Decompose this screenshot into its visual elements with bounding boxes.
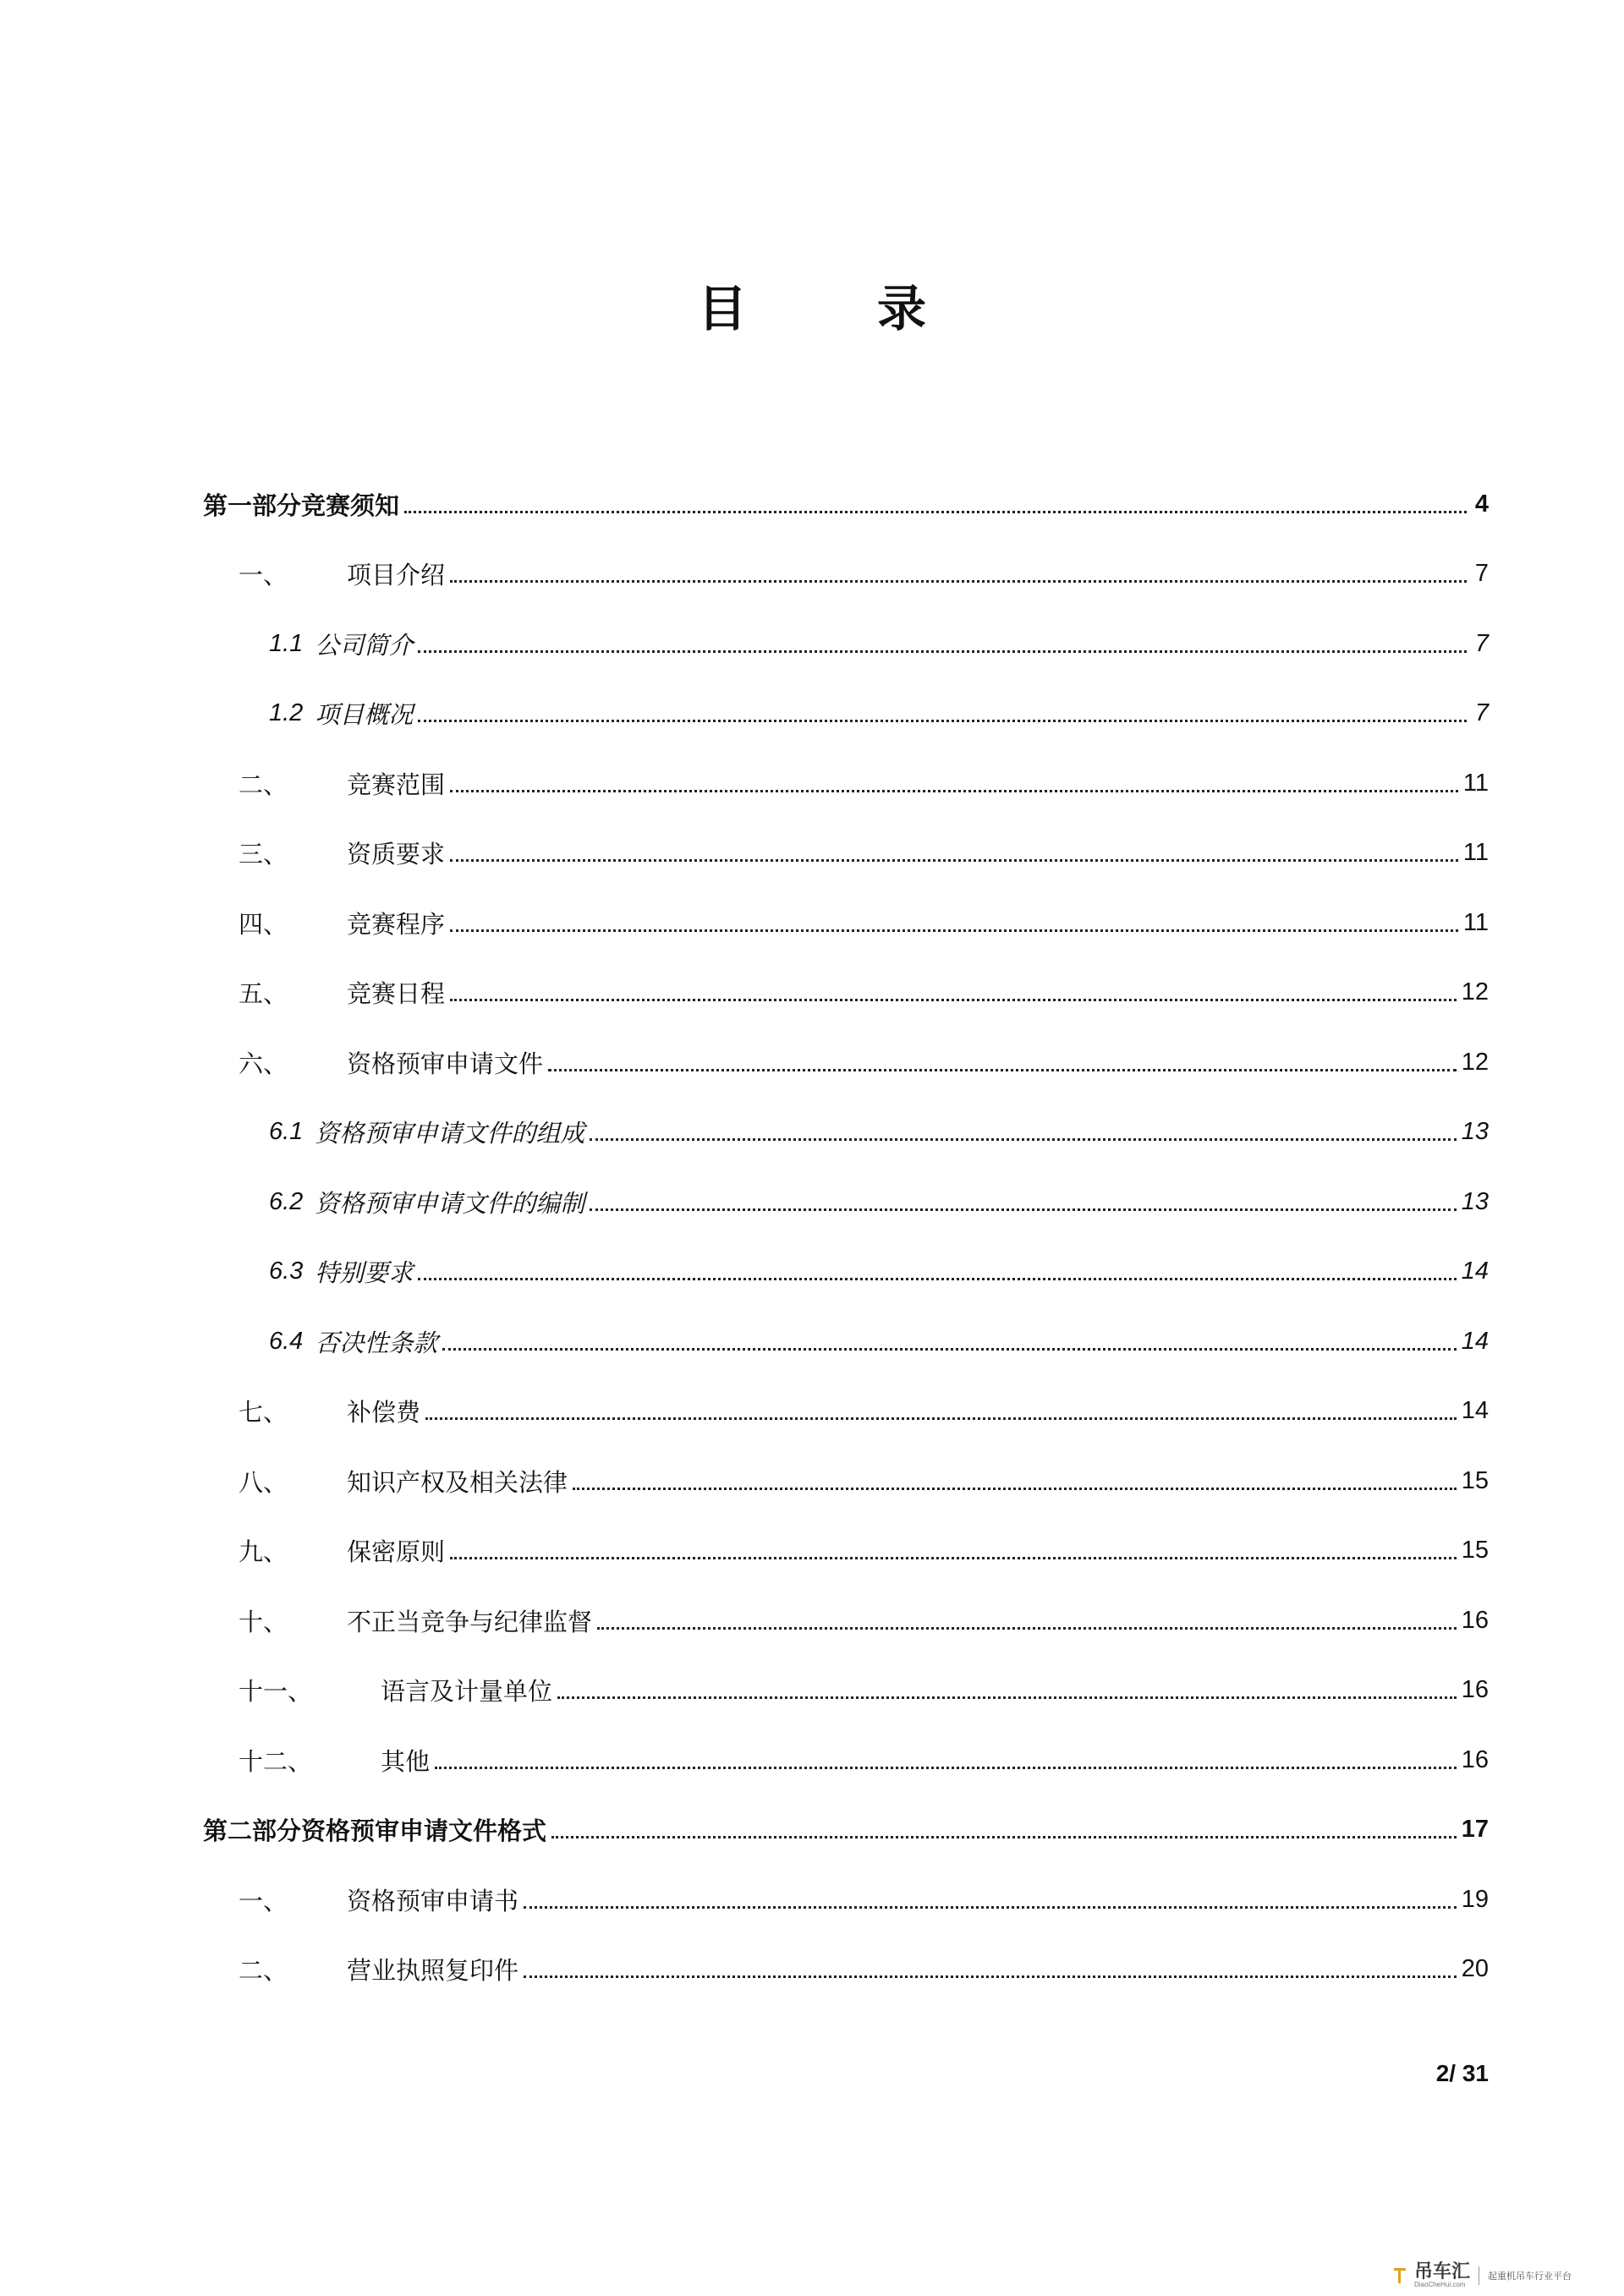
toc-page-number: 16 (1461, 1745, 1489, 1773)
toc-page-number: 17 (1461, 1816, 1489, 1844)
toc-entry[interactable] (203, 1098, 1489, 1168)
toc-entry-label: 第一部分竞赛须知 (203, 490, 400, 520)
toc-leader (450, 790, 1458, 792)
toc-entry[interactable] (203, 540, 1489, 610)
toc-entry-label: 否决性条款 (315, 1328, 438, 1357)
toc-entry-label: 营业执照复印件 (347, 1956, 519, 1986)
toc-leader (450, 999, 1457, 1001)
toc-entry[interactable] (203, 888, 1489, 958)
toc-entry-number: 6.4 (269, 1327, 304, 1355)
toc-entry-label: 资格预审申请文件 (347, 1049, 544, 1078)
toc-page-number: 11 (1462, 769, 1489, 797)
toc-entry[interactable] (203, 958, 1489, 1028)
toc-entry[interactable] (203, 1795, 1489, 1866)
toc-page-number: 15 (1461, 1466, 1489, 1494)
table-of-contents (203, 469, 1489, 2004)
page-number: 2/ 31 (1435, 2060, 1489, 2086)
toc-page-number: 14 (1461, 1327, 1489, 1355)
toc-entry-number: 十二、 (239, 1746, 313, 1776)
toc-entry[interactable] (203, 819, 1489, 889)
toc-entry-label: 竞赛范围 (347, 770, 446, 799)
toc-entry-number: 1.2 (269, 699, 304, 727)
toc-entry-label: 语言及计量单位 (381, 1677, 553, 1707)
toc-entry[interactable] (203, 1446, 1489, 1516)
toc-leader (418, 1278, 1456, 1280)
toc-entry-number: 一、 (239, 561, 288, 590)
toc-entry-label: 项目概况 (315, 700, 414, 730)
toc-entry[interactable] (203, 679, 1489, 749)
toc-leader (450, 1557, 1457, 1559)
toc-entry-number: 三、 (239, 840, 288, 869)
toc-leader (418, 720, 1467, 722)
watermark-logo (1394, 2263, 1572, 2288)
watermark-brand-block (1414, 2263, 1470, 2288)
toc-leader (418, 650, 1467, 653)
toc-entry-label: 公司简介 (315, 630, 414, 660)
toc-page-number: 11 (1462, 839, 1489, 867)
watermark-domain: DiaoCheHui.com (1414, 2281, 1466, 2288)
watermark-slogan: 起重机吊车行业平台 (1488, 2271, 1572, 2282)
toc-entry-number: 五、 (239, 979, 288, 1009)
toc-leader (551, 1836, 1457, 1838)
toc-page-number: 12 (1461, 978, 1489, 1006)
toc-entry-number: 6.3 (269, 1258, 304, 1285)
toc-leader (524, 1906, 1457, 1909)
toc-entry[interactable] (203, 1237, 1489, 1307)
toc-entry-number: 6.2 (269, 1187, 304, 1215)
toc-page-number: 19 (1461, 1885, 1489, 1913)
toc-entry[interactable] (203, 1586, 1489, 1656)
toc-entry[interactable] (203, 748, 1489, 819)
toc-leader (597, 1627, 1457, 1630)
toc-entry[interactable] (203, 1725, 1489, 1795)
toc-page-number: 14 (1461, 1397, 1489, 1425)
toc-entry-number: 6.1 (269, 1118, 304, 1146)
toc-leader (450, 859, 1458, 862)
toc-entry-number: 六、 (239, 1049, 288, 1078)
toc-leader (450, 929, 1458, 932)
toc-page-number: 7 (1474, 560, 1489, 588)
toc-entry[interactable] (203, 469, 1489, 540)
toc-leader (435, 1767, 1457, 1769)
toc-page-number: 16 (1461, 1606, 1489, 1634)
toc-entry[interactable] (203, 1167, 1489, 1237)
toc-leader (573, 1488, 1457, 1490)
toc-entry-label: 保密原则 (347, 1537, 446, 1567)
toc-entry[interactable] (203, 1935, 1489, 2005)
toc-entry-label: 其他 (381, 1746, 431, 1776)
toc-entry[interactable] (203, 1656, 1489, 1726)
toc-leader (425, 1417, 1457, 1420)
toc-entry[interactable] (203, 1516, 1489, 1586)
toc-leader (524, 1975, 1457, 1978)
toc-page-number: 20 (1461, 1955, 1489, 1983)
toc-entry-label: 竞赛日程 (347, 979, 446, 1009)
toc-entry-number: 十一、 (239, 1677, 313, 1707)
toc-page-number: 13 (1461, 1118, 1489, 1146)
toc-leader (442, 1348, 1456, 1351)
toc-entry-number: 九、 (239, 1537, 288, 1567)
toc-entry-label: 知识产权及相关法律 (347, 1467, 568, 1497)
toc-leader (548, 1069, 1457, 1071)
toc-page-number: 14 (1461, 1258, 1489, 1285)
toc-entry-number: 十、 (239, 1607, 288, 1636)
toc-leader (590, 1138, 1456, 1141)
toc-entry-label: 资格预审申请书 (347, 1886, 519, 1915)
toc-entry-number: 七、 (239, 1398, 288, 1427)
toc-page-number: 15 (1461, 1537, 1489, 1564)
toc-entry-label: 资格预审申请文件的组成 (315, 1119, 585, 1148)
toc-entry-label: 竞赛程序 (347, 909, 446, 939)
toc-leader (590, 1208, 1456, 1211)
toc-entry-number: 四、 (239, 909, 288, 939)
toc-entry-label: 不正当竞争与纪律监督 (347, 1607, 593, 1636)
toc-entry-label: 第二部分资格预审申请文件格式 (203, 1817, 547, 1846)
toc-entry[interactable] (203, 1307, 1489, 1377)
toc-entry-label: 补偿费 (347, 1398, 421, 1427)
toc-page-number: 16 (1461, 1676, 1489, 1704)
page-title: 目 录 (697, 280, 967, 337)
toc-leader (404, 511, 1467, 513)
toc-entry-number: 八、 (239, 1467, 288, 1497)
toc-entry-number: 1.1 (269, 629, 304, 657)
toc-entry[interactable] (203, 1027, 1489, 1098)
toc-entry-label: 资格预审申请文件的编制 (315, 1188, 585, 1218)
toc-page-number: 13 (1461, 1187, 1489, 1215)
toc-entry[interactable] (203, 609, 1489, 679)
toc-page-number: 7 (1474, 629, 1489, 657)
toc-entry-label: 项目介绍 (347, 561, 446, 590)
toc-entry-number: 二、 (239, 770, 288, 799)
toc-entry-label: 资质要求 (347, 840, 446, 869)
toc-entry-number: 二、 (239, 1956, 288, 1986)
crane-icon (1394, 2266, 1406, 2285)
toc-page-number: 7 (1474, 699, 1489, 727)
watermark-brand: 吊车汇 (1414, 2261, 1471, 2282)
toc-page-number: 11 (1462, 908, 1489, 936)
toc-entry-label: 特别要求 (315, 1258, 414, 1288)
toc-leader (557, 1696, 1457, 1699)
toc-entry[interactable] (203, 1377, 1489, 1447)
toc-page-number: 12 (1461, 1048, 1489, 1076)
toc-page-number: 4 (1474, 490, 1489, 518)
toc-entry[interactable] (203, 1865, 1489, 1935)
toc-entry-number: 一、 (239, 1886, 288, 1915)
toc-leader (450, 580, 1467, 583)
